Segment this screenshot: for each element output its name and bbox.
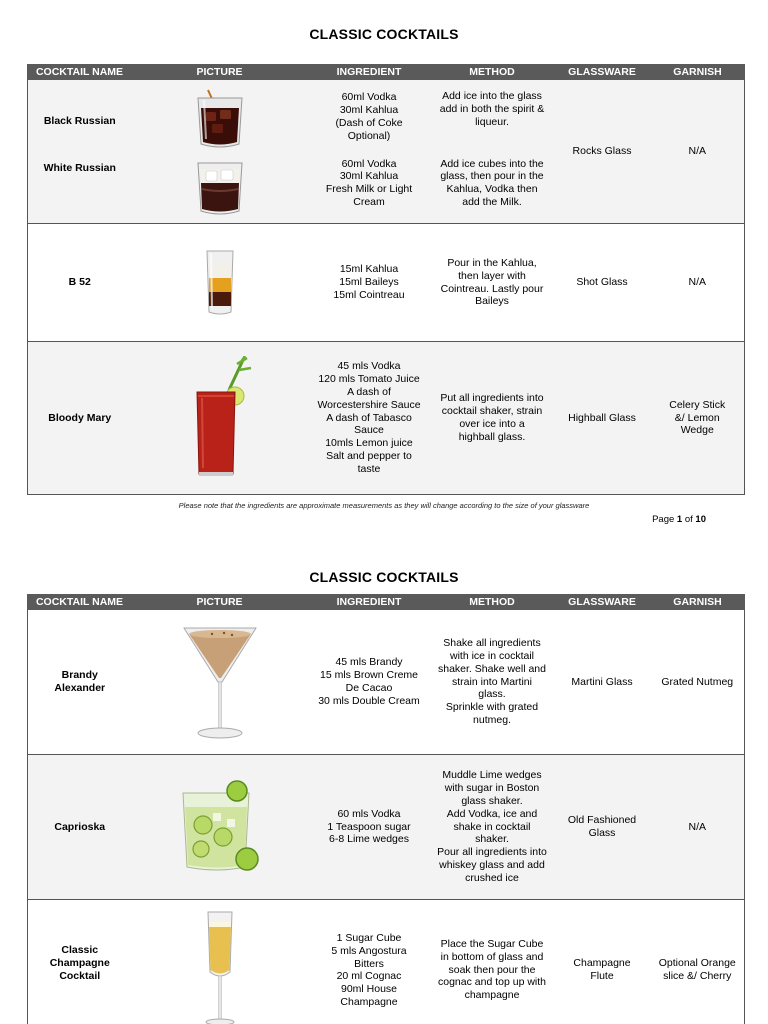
footnote: Please note that the ingredients are approximate measurements as they will change according to the size of your glassware bbox=[178, 501, 590, 510]
method-cell: Put all ingredients into cocktail shaker, strain over ice into a highball glass. bbox=[431, 342, 554, 495]
cocktail-picture bbox=[132, 610, 308, 755]
table-row bbox=[28, 224, 745, 342]
table-row bbox=[28, 80, 745, 154]
glassware-cell: Shot Glass bbox=[554, 224, 651, 342]
header-garnish: GARNISH bbox=[651, 65, 745, 80]
page-title: CLASSIC COCKTAILS bbox=[309, 569, 459, 585]
method-cell: Place the Sugar Cube in bottom of glass and soak then pour the cognac and top up with champagne bbox=[431, 900, 554, 1024]
page-total: 10 bbox=[695, 514, 706, 525]
header-glassware: GLASSWARE bbox=[554, 65, 651, 80]
header-cocktail-name: COCKTAIL NAME bbox=[28, 595, 132, 610]
table-row bbox=[28, 610, 745, 755]
header-picture: PICTURE bbox=[132, 65, 308, 80]
method-cell: Pour in the Kahlua, then layer with Cointreau. Lastly pour Baileys bbox=[431, 224, 554, 342]
header-picture: PICTURE bbox=[132, 595, 308, 610]
glassware-cell: Champagne Flute bbox=[554, 900, 651, 1024]
header-ingredient: INGREDIENT bbox=[308, 595, 431, 610]
glassware-cell: Highball Glass bbox=[554, 342, 651, 495]
glassware-cell: Rocks Glass bbox=[554, 80, 651, 224]
table-header-row bbox=[28, 595, 745, 610]
method-cell: Muddle Lime wedges with sugar in Boston glass shaker. Add Vodka, ice and shake in cocktail shaker. Pour all ingredients into whiskey glass and add crushed ice bbox=[431, 755, 554, 900]
header-method: METHOD bbox=[431, 595, 554, 610]
cocktail-name: Black Russian bbox=[28, 80, 132, 154]
cocktail-table bbox=[27, 64, 745, 495]
rocks-glass-lime-icon bbox=[177, 779, 263, 875]
ingredients-cell: 1 Sugar Cube 5 mls Angostura Bitters 20 ml Cognac 90ml House Champagne bbox=[308, 900, 431, 1024]
cocktail-name: Brandy Alexander bbox=[28, 610, 132, 755]
ingredients-cell: 60 mls Vodka 1 Teaspoon sugar 6-8 Lime wedges bbox=[308, 755, 431, 900]
cocktail-name: White Russian bbox=[28, 154, 132, 224]
method-cell: Add ice cubes into the glass, then pour in the Kahlua, Vodka then add the Milk. bbox=[431, 154, 554, 224]
cocktail-name: B 52 bbox=[28, 224, 132, 342]
method-cell: Add ice into the glass add in both the spirit & liqueur. bbox=[431, 80, 554, 154]
cocktail-picture bbox=[132, 755, 308, 900]
header-glassware: GLASSWARE bbox=[554, 595, 651, 610]
glassware-cell: Martini Glass bbox=[554, 610, 651, 755]
garnish-cell: N/A bbox=[651, 80, 745, 224]
ingredients-cell: 45 mls Vodka 120 mls Tomato Juice A dash of Worcestershire Sauce A dash of Tabasco Sauce 10mls Lemon juice Salt and pepper to taste bbox=[308, 342, 431, 495]
table-row bbox=[28, 755, 745, 900]
cocktail-table bbox=[27, 594, 745, 1024]
cocktail-picture bbox=[132, 342, 308, 495]
page-number bbox=[652, 514, 706, 525]
garnish-cell: Grated Nutmeg bbox=[651, 610, 745, 755]
header-ingredient: INGREDIENT bbox=[308, 65, 431, 80]
table-header-row bbox=[28, 65, 745, 80]
garnish-cell: Optional Orange slice &/ Cherry bbox=[651, 900, 745, 1024]
garnish-cell: Celery Stick &/ Lemon Wedge bbox=[651, 342, 745, 495]
header-method: METHOD bbox=[431, 65, 554, 80]
method-cell: Shake all ingredients with ice in cocktail shaker. Shake well and strain into Martini glass. Sprinkle with grated nutmeg. bbox=[431, 610, 554, 755]
cocktail-picture bbox=[132, 154, 308, 224]
layered-shot-glass-icon bbox=[203, 248, 237, 318]
garnish-cell: N/A bbox=[651, 755, 745, 900]
ingredients-cell: 15ml Kahlua 15ml Baileys 15ml Cointreau bbox=[308, 224, 431, 342]
cocktail-name: Caprioska bbox=[28, 755, 132, 900]
page-current: 1 bbox=[676, 514, 683, 525]
table-row bbox=[28, 342, 745, 495]
glassware-cell: Old Fashioned Glass bbox=[554, 755, 651, 900]
cocktail-name: Bloody Mary bbox=[28, 342, 132, 495]
cocktail-picture bbox=[132, 80, 308, 154]
ingredients-cell: 45 mls Brandy 15 mls Brown Creme De Cacao 30 mls Double Cream bbox=[308, 610, 431, 755]
cocktail-picture bbox=[132, 900, 308, 1024]
ingredients-cell: 60ml Vodka 30ml Kahlua Fresh Milk or Light Cream bbox=[308, 154, 431, 224]
cocktail-picture bbox=[132, 224, 308, 342]
martini-glass-cream-icon bbox=[180, 620, 260, 744]
header-cocktail-name: COCKTAIL NAME bbox=[28, 65, 132, 80]
page-of: of bbox=[684, 514, 693, 525]
page-title: CLASSIC COCKTAILS bbox=[309, 26, 459, 42]
table-row bbox=[28, 900, 745, 1024]
rocks-glass-white-russian-icon bbox=[192, 159, 248, 217]
cocktail-name: Classic Champagne Cocktail bbox=[28, 900, 132, 1024]
highball-red-celery-icon bbox=[185, 356, 255, 480]
header-garnish: GARNISH bbox=[651, 595, 745, 610]
garnish-cell: N/A bbox=[651, 224, 745, 342]
page-label: Page bbox=[652, 514, 675, 525]
rocks-glass-dark-cola-icon bbox=[190, 84, 250, 150]
ingredients-cell: 60ml Vodka 30ml Kahlua (Dash of Coke Optional) bbox=[308, 80, 431, 154]
champagne-flute-icon bbox=[202, 910, 238, 1024]
